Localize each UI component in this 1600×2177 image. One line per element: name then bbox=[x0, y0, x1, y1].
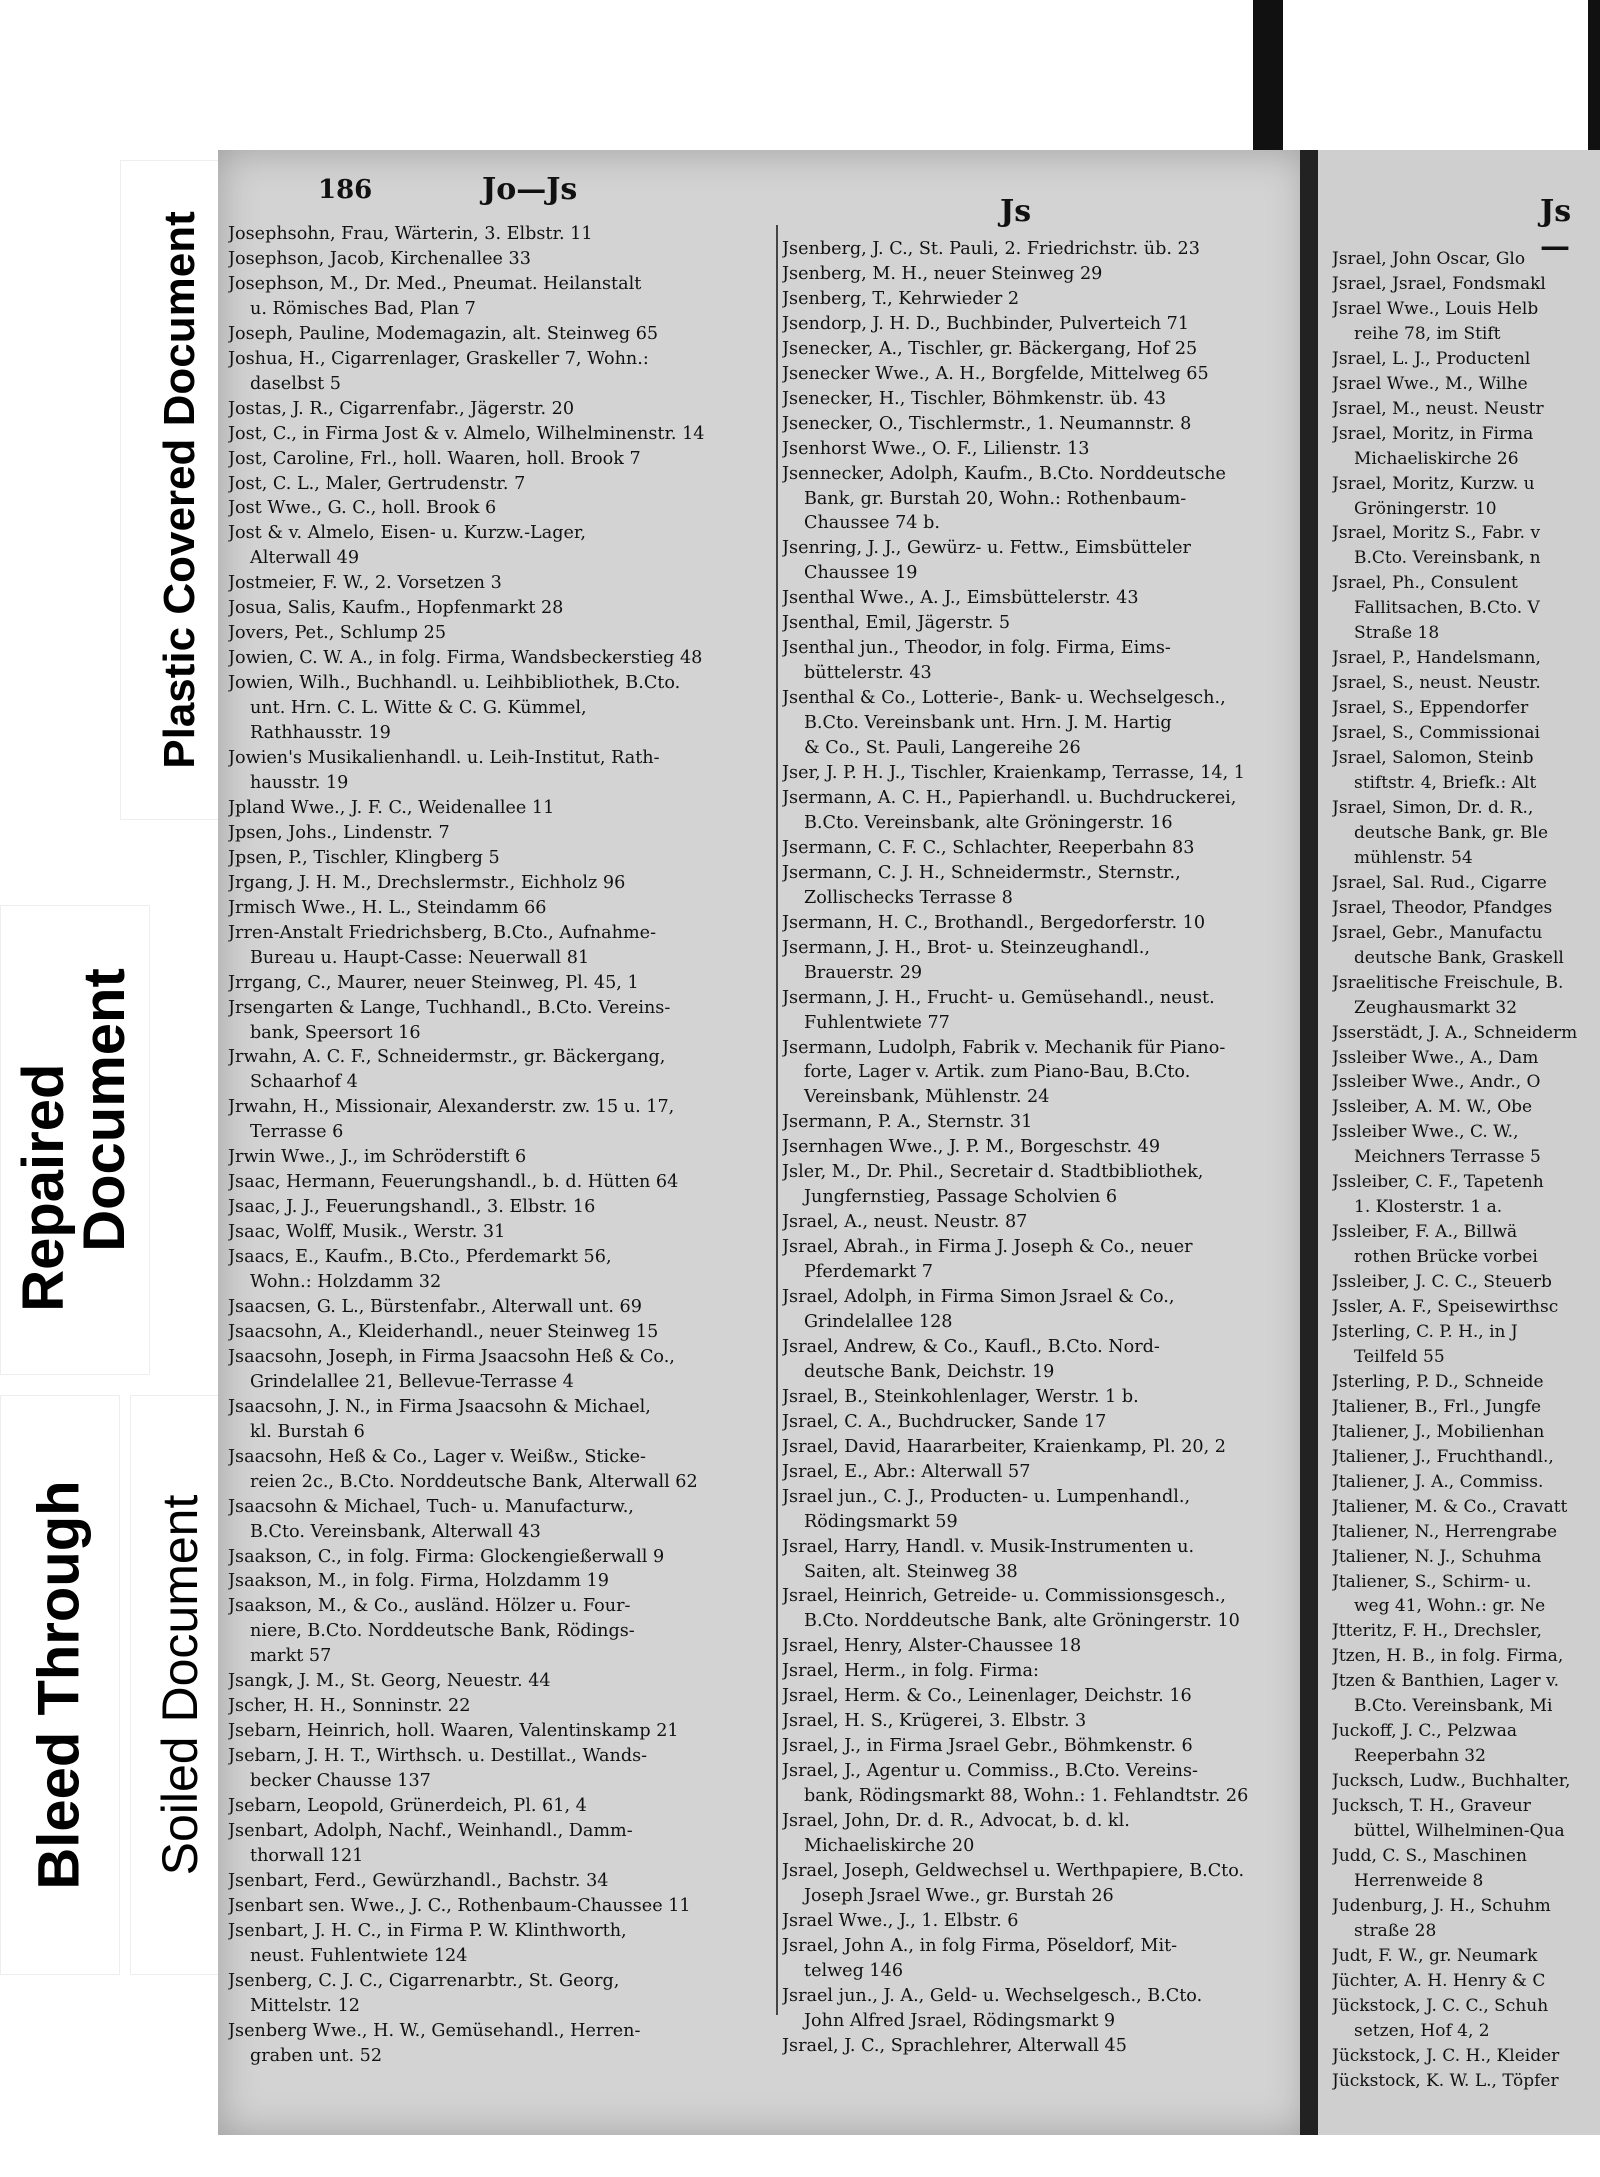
directory-line: Jrrgang, C., Maurer, neuer Steinweg, Pl. 45, 1 bbox=[228, 972, 639, 993]
column-divider-left bbox=[776, 225, 778, 2015]
directory-line: Jsaacsohn & Michael, Tuch- u. Manufacturw., bbox=[228, 1496, 634, 1517]
directory-line: u. Römisches Bad, Plan 7 bbox=[250, 298, 476, 319]
directory-line: Jsterling, C. P. H., in J bbox=[1332, 1321, 1518, 1342]
directory-line: deutsche Bank, gr. Ble bbox=[1354, 822, 1549, 843]
directory-line: Jsenbart, Adolph, Nachf., Weinhandl., Damm- bbox=[228, 1821, 633, 1841]
directory-line: & Co., St. Pauli, Langereihe 26 bbox=[804, 738, 1081, 759]
directory-line: Jsrael, Herm. & Co., Leinenlager, Deichstr. 16 bbox=[782, 1686, 1192, 1707]
directory-line: weg 41, Wohn.: gr. Ne bbox=[1354, 1596, 1546, 1617]
directory-line: Jsermann, C. F. C., Schlachter, Reeperbahn 83 bbox=[782, 837, 1195, 858]
directory-line: mühlenstr. 54 bbox=[1354, 847, 1473, 868]
directory-line: Jsaac, J. J., Feuerungshandl., 3. Elbstr. 16 bbox=[228, 1197, 596, 1218]
directory-line: Jsenecker Wwe., A. H., Borgfelde, Mittelweg 65 bbox=[782, 363, 1209, 384]
directory-line: Jsenberg, J. C., St. Pauli, 2. Friedrichstr. üb. 23 bbox=[782, 239, 1200, 259]
directory-line: Gröningerstr. 10 bbox=[1354, 498, 1497, 519]
directory-line: Meichners Terrasse 5 bbox=[1354, 1147, 1541, 1168]
directory-line: Jsler, M., Dr. Phil., Secretair d. Stadtbibliothek, bbox=[782, 1162, 1204, 1183]
directory-line: reien 2c., B.Cto. Norddeutsche Bank, Alterwall 62 bbox=[250, 1471, 698, 1492]
directory-line: Jrren-Anstalt Friedrichsberg, B.Cto., Aufnahme- bbox=[228, 922, 657, 943]
directory-line: Jsrael, Salomon, Steinb bbox=[1332, 748, 1534, 769]
directory-line: Jsermann, H. C., Brothandl., Bergedorferstr. 10 bbox=[782, 912, 1206, 933]
directory-line: Jsaakson, M., in folg. Firma, Holzdamm 19 bbox=[228, 1571, 609, 1592]
directory-line: büttelerstr. 43 bbox=[804, 663, 932, 684]
directory-line: Jsaacs, E., Kaufm., B.Cto., Pferdemarkt 56, bbox=[228, 1247, 612, 1268]
directory-line: Grindelallee 21, Bellevue-Terrasse 4 bbox=[250, 1371, 574, 1392]
directory-line: Jsrael, Theodor, Pfandges bbox=[1332, 897, 1553, 918]
directory-line: Jsrael, J., in Firma Jsrael Gebr., Böhmkenstr. 6 bbox=[782, 1736, 1193, 1757]
directory-line: Jssleiber, C. F., Tapetenh bbox=[1332, 1172, 1544, 1193]
directory-line: Pferdemarkt 7 bbox=[804, 1262, 933, 1283]
directory-line: neust. Fuhlentwiete 124 bbox=[250, 1945, 468, 1966]
directory-line: Jssler, A. F., Speisewirthsc bbox=[1332, 1297, 1559, 1318]
directory-line: Josua, Salis, Kaufm., Hopfenmarkt 28 bbox=[228, 598, 564, 619]
directory-line: Jsebarn, J. H. T., Wirthsch. u. Destillat., Wands- bbox=[228, 1746, 648, 1767]
directory-line: Jssleiber Wwe., C. W., bbox=[1332, 1122, 1519, 1143]
directory-line: Michaeliskirche 20 bbox=[804, 1836, 975, 1856]
directory-line: Jsrael, S., Commissionai bbox=[1332, 723, 1540, 744]
directory-line: Wohn.: Holzdamm 32 bbox=[250, 1272, 442, 1293]
directory-line: Jsrael, Joseph, Geldwechsel u. Werthpapiere, B.Cto. bbox=[782, 1860, 1245, 1881]
directory-line: Jsaac, Wolff, Musik., Werstr. 31 bbox=[228, 1222, 506, 1243]
directory-line: Zeughausmarkt 32 bbox=[1354, 997, 1518, 1018]
directory-line: Jungfernstieg, Passage Scholvien 6 bbox=[804, 1187, 1118, 1208]
directory-line: Saiten, alt. Steinweg 38 bbox=[804, 1561, 1018, 1582]
directory-line: Jsaakson, M., & Co., ausländ. Hölzer u. Four- bbox=[228, 1596, 631, 1617]
directory-line: Jtzen & Banthien, Lager v. bbox=[1332, 1671, 1560, 1692]
directory-line: Jsrael, J., Agentur u. Commiss., B.Cto. Vereins- bbox=[782, 1761, 1198, 1782]
directory-line: Bureau u. Haupt-Casse: Neuerwall 81 bbox=[250, 947, 590, 968]
directory-line: Jowien's Musikalienhandl. u. Leih-Institut, Rath- bbox=[228, 748, 660, 769]
directory-line: Herrenweide 8 bbox=[1354, 1870, 1484, 1891]
directory-line: deutsche Bank, Deichstr. 19 bbox=[804, 1361, 1055, 1382]
directory-line: Jsenthal, Emil, Jägerstr. 5 bbox=[782, 613, 1011, 634]
directory-line: B.Cto. Vereinsbank, alte Gröningerstr. 16 bbox=[804, 812, 1173, 833]
directory-line: Jsaacsohn, J. N., in Firma Jsaacsohn & Michael, bbox=[228, 1396, 651, 1417]
running-head: Jo—Js bbox=[482, 172, 578, 207]
directory-line: Jtaliener, J., Mobilienhan bbox=[1332, 1421, 1545, 1442]
directory-line: deutsche Bank, Graskell bbox=[1354, 947, 1564, 968]
directory-line: Joseph, Pauline, Modemagazin, alt. Steinweg 65 bbox=[228, 323, 659, 344]
directory-line: Schaarhof 4 bbox=[250, 1072, 358, 1093]
directory-line: Jsrael, Henry, Alster-Chaussee 18 bbox=[782, 1636, 1082, 1657]
directory-line: Jsenthal & Co., Lotterie-, Bank- u. Wechselgesch., bbox=[782, 688, 1226, 709]
directory-line: graben unt. 52 bbox=[250, 2045, 383, 2066]
bleed-through-text: Bleed Through bbox=[26, 1480, 92, 1890]
directory-line: Jsaac, Hermann, Feuerungshandl., b. d. Hütten 64 bbox=[228, 1172, 679, 1193]
directory-line: Jsrael, E., Abr.: Alterwall 57 bbox=[782, 1461, 1031, 1482]
directory-line: Jsrael Wwe., J., 1. Elbstr. 6 bbox=[782, 1910, 1019, 1931]
directory-line: Jsenbart, J. H. C., in Firma P. W. Klinthworth, bbox=[228, 1920, 627, 1941]
directory-line: Rödingsmarkt 59 bbox=[804, 1511, 958, 1532]
directory-line: Jsrael, H. S., Krügerei, 3. Elbstr. 3 bbox=[782, 1711, 1087, 1732]
directory-line: Vereinsbank, Mühlenstr. 24 bbox=[804, 1087, 1050, 1108]
directory-line: Chaussee 74 b. bbox=[804, 513, 940, 534]
directory-line: Jsermann, J. H., Frucht- u. Gemüsehandl., neust. bbox=[782, 987, 1215, 1008]
directory-line: Jsermann, Ludolph, Fabrik v. Mechanik für Piano- bbox=[782, 1037, 1226, 1058]
directory-line: Judt, F. W., gr. Neumark bbox=[1332, 1945, 1538, 1966]
directory-line: Jpland Wwe., J. F. C., Weidenallee 11 bbox=[228, 797, 555, 818]
directory-line: Jssleiber, F. A., Billwä bbox=[1332, 1222, 1518, 1243]
directory-line: Jscher, H. H., Sonninstr. 22 bbox=[228, 1696, 471, 1717]
directory-line: Jsaacsohn, A., Kleiderhandl., neuer Steinweg 15 bbox=[228, 1321, 659, 1342]
directory-line: Jsrael, L. J., Productenl bbox=[1332, 348, 1531, 369]
directory-line: Jsrael, Moritz, in Firma bbox=[1332, 423, 1534, 444]
scan-edge-bar-right bbox=[1588, 0, 1600, 150]
directory-line: bank, Speersort 16 bbox=[250, 1022, 421, 1043]
scan-edge-bar-top bbox=[1253, 0, 1283, 150]
directory-line: Jsermann, P. A., Sternstr. 31 bbox=[782, 1112, 1033, 1133]
directory-line: Jückstock, J. C. H., Kleider bbox=[1332, 2045, 1560, 2066]
directory-line: Joseph Jsrael Wwe., gr. Burstah 26 bbox=[804, 1885, 1114, 1906]
directory-line: straße 28 bbox=[1354, 1920, 1437, 1941]
directory-line: Jsrael, Moritz, Kurzw. u bbox=[1332, 473, 1535, 494]
directory-line: Jsrael, B., Steinkohlenlager, Werstr. 1 b. bbox=[782, 1386, 1139, 1407]
directory-line: Jsrael Wwe., Louis Helb bbox=[1332, 298, 1539, 319]
directory-line: Jsangk, J. M., St. Georg, Neuestr. 44 bbox=[228, 1671, 551, 1692]
directory-line: Jtaliener, N. J., Schuhma bbox=[1332, 1546, 1542, 1567]
directory-line: Jrmisch Wwe., H. L., Steindamm 66 bbox=[228, 897, 547, 918]
directory-line: Jssleiber, J. C. C., Steuerb bbox=[1332, 1272, 1552, 1293]
repaired-document-text bbox=[11, 968, 137, 1312]
directory-line: Jrwin Wwe., J., im Schröderstift 6 bbox=[228, 1147, 527, 1168]
directory-line: Jostmeier, F. W., 2. Vorsetzen 3 bbox=[228, 573, 502, 594]
directory-line: Jsrael, John, Dr. d. R., Advocat, b. d. kl. bbox=[782, 1811, 1130, 1832]
directory-line: Jsrael, Heinrich, Getreide- u. Commissionsgesch., bbox=[782, 1586, 1226, 1607]
directory-line: Jsenberg, M. H., neuer Steinweg 29 bbox=[782, 263, 1103, 284]
directory-line: Teilfeld 55 bbox=[1354, 1346, 1445, 1367]
directory-line: Reeperbahn 32 bbox=[1354, 1746, 1486, 1767]
directory-line: Jsrael, Andrew, & Co., Kaufl., B.Cto. Nord- bbox=[782, 1336, 1160, 1357]
directory-line: Jsenthal Wwe., A. J., Eimsbüttelerstr. 43 bbox=[782, 588, 1139, 609]
directory-line: Jsrael, M., neust. Neustr bbox=[1332, 398, 1544, 419]
directory-line: Jrgang, J. H. M., Drechslermstr., Eichholz 96 bbox=[228, 872, 626, 893]
directory-line: B.Cto. Norddeutsche Bank, alte Gröningerstr. 10 bbox=[804, 1611, 1240, 1632]
directory-line: Jsenecker, A., Tischler, gr. Bäckergang, Hof 25 bbox=[782, 338, 1198, 359]
directory-line: Chaussee 19 bbox=[804, 563, 918, 584]
directory-line: Jsrael, Jsrael, Fondsmakl bbox=[1332, 273, 1546, 294]
directory-line: Jpsen, P., Tischler, Klingberg 5 bbox=[228, 847, 500, 868]
directory-line: Jost & v. Almelo, Eisen- u. Kurzw.-Lager, bbox=[228, 523, 586, 544]
directory-line: stiftstr. 4, Briefk.: Alt bbox=[1354, 773, 1537, 794]
directory-line: John Alfred Jsrael, Rödingsmarkt 9 bbox=[804, 2010, 1116, 2031]
directory-line: Jsennecker, Adolph, Kaufm., B.Cto. Norddeutsche bbox=[782, 463, 1226, 484]
directory-line: unt. Hrn. C. L. Witte & C. G. Kümmel, bbox=[250, 698, 587, 719]
directory-line: Bank, gr. Burstah 20, Wohn.: Rothenbaum- bbox=[804, 488, 1187, 509]
directory-line: Alterwall 49 bbox=[250, 548, 360, 569]
directory-line: Jtteritz, F. H., Drechsler, bbox=[1332, 1621, 1542, 1642]
directory-line: Jost, C. L., Maler, Gertrudenstr. 7 bbox=[228, 473, 526, 494]
directory-line: Jsrael, David, Haararbeiter, Kraienkamp, Pl. 20, 2 bbox=[782, 1436, 1227, 1457]
repaired-line-2: Document bbox=[72, 968, 137, 1252]
directory-line: Straße 18 bbox=[1354, 623, 1440, 644]
directory-line: Jrwahn, A. C. F., Schneidermstr., gr. Bäckergang, bbox=[228, 1047, 666, 1068]
directory-line: Terrasse 6 bbox=[250, 1122, 344, 1143]
directory-line: Jpsen, Johs., Lindenstr. 7 bbox=[228, 822, 450, 843]
directory-line: Jsrael, John Oscar, Glo bbox=[1332, 249, 1526, 269]
directory-line: Jsrael jun., J. A., Geld- u. Wechselgesch., B.Cto. bbox=[782, 1985, 1203, 2006]
directory-line: Jsenthal jun., Theodor, in folg. Firma, Eims- bbox=[782, 638, 1171, 659]
directory-line: Jsermann, C. J. H., Schneidermstr., Sternstr., bbox=[782, 862, 1181, 883]
directory-line: Jsermann, J. H., Brot- u. Steinzeughandl., bbox=[782, 937, 1150, 958]
directory-line: Jsrael, John A., in folg Firma, Pöseldorf, Mit- bbox=[782, 1935, 1178, 1956]
directory-line: markt 57 bbox=[250, 1646, 332, 1667]
directory-line: Jsenberg, T., Kehrwieder 2 bbox=[782, 288, 1020, 309]
page-gutter bbox=[1300, 150, 1318, 2135]
repaired-line-1: Repaired bbox=[11, 1063, 77, 1312]
directory-line: Jüchter, A. H. Henry & C bbox=[1332, 1970, 1546, 1991]
directory-line: kl. Burstah 6 bbox=[250, 1421, 365, 1442]
directory-line: Jssleiber Wwe., Andr., O bbox=[1332, 1072, 1541, 1093]
directory-line: daselbst 5 bbox=[250, 373, 341, 394]
directory-line: Jovers, Pet., Schlump 25 bbox=[228, 623, 447, 644]
directory-line: Jsrael, Moritz S., Fabr. v bbox=[1332, 523, 1541, 544]
directory-line: Jsermann, A. C. H., Papierhandl. u. Buchdruckerei, bbox=[782, 787, 1237, 808]
directory-line: Jsrael, P., Handelsmann, bbox=[1332, 648, 1541, 669]
directory-line: Jsrael, S., Eppendorfer bbox=[1332, 698, 1529, 719]
directory-line: Jtaliener, J. A., Commiss. bbox=[1332, 1471, 1544, 1492]
directory-line: Jsrael Wwe., M., Wilhe bbox=[1332, 373, 1528, 394]
directory-line: Jrwahn, H., Missionair, Alexanderstr. zw. 15 u. 17, bbox=[228, 1097, 675, 1118]
directory-line: Jsaakson, C., in folg. Firma: Glockengießerwall 9 bbox=[228, 1546, 665, 1567]
directory-line: Jsenberg Wwe., H. W., Gemüsehandl., Herren- bbox=[228, 2020, 641, 2041]
directory-line: Judd, C. S., Maschinen bbox=[1332, 1846, 1527, 1866]
directory-line: Jostas, J. R., Cigarrenfabr., Jägerstr. 20 bbox=[228, 398, 575, 419]
directory-line: Jsenecker, H., Tischler, Böhmkenstr. üb. 43 bbox=[782, 388, 1167, 409]
directory-line: Jucksch, T. H., Graveur bbox=[1332, 1796, 1531, 1817]
bleed-through-label bbox=[0, 1395, 120, 1975]
directory-line: B.Cto. Vereinsbank unt. Hrn. J. M. Hartig bbox=[804, 713, 1172, 734]
directory-line: Jssleiber, A. M. W., Obe bbox=[1332, 1097, 1533, 1118]
directory-line: Jucksch, Ludw., Buchhalter, bbox=[1332, 1771, 1571, 1792]
directory-line: Jsenbart, Ferd., Gewürzhandl., Bachstr. 34 bbox=[228, 1870, 609, 1891]
directory-line: Jsrael, Simon, Dr. d. R., bbox=[1332, 797, 1534, 818]
directory-line: Jsrael, Ph., Consulent bbox=[1332, 573, 1518, 594]
directory-line: Jsterling, P. D., Schneide bbox=[1332, 1371, 1544, 1392]
directory-line: Jsenberg, C. J. C., Cigarrenarbtr., St. Georg, bbox=[228, 1970, 620, 1991]
directory-line: Fuhlentwiete 77 bbox=[804, 1012, 950, 1033]
directory-line: Jsrael, Herm., in folg. Firma: bbox=[782, 1661, 1039, 1682]
directory-line: becker Chausse 137 bbox=[250, 1771, 431, 1792]
directory-column-3 bbox=[1332, 247, 1600, 2094]
page-number: 186 bbox=[318, 175, 373, 205]
directory-line: Jsraelitische Freischule, B. bbox=[1332, 972, 1564, 993]
directory-line: 1. Klosterstr. 1 a. bbox=[1354, 1197, 1503, 1218]
directory-line: hausstr. 19 bbox=[250, 772, 349, 793]
directory-column-2 bbox=[782, 237, 1292, 2059]
directory-line: Jtaliener, B., Frl., Jungfe bbox=[1332, 1396, 1542, 1417]
directory-line: bank, Rödingsmarkt 88, Wohn.: 1. Fehlandtstr. 26 bbox=[804, 1786, 1249, 1807]
directory-line: Jsrael, A., neust. Neustr. 87 bbox=[782, 1212, 1028, 1233]
directory-line: büttel, Wilhelminen-Qua bbox=[1354, 1821, 1565, 1842]
directory-line: Jsaacsohn, Joseph, in Firma Jsaacsohn Heß & Co., bbox=[228, 1346, 675, 1367]
directory-line: Joshua, H., Cigarrenlager, Graskeller 7, Wohn.: bbox=[228, 348, 649, 369]
directory-line: forte, Lager v. Artik. zum Piano-Bau, B.Cto. bbox=[804, 1062, 1191, 1083]
directory-line: Zollischecks Terrasse 8 bbox=[804, 887, 1013, 908]
directory-line: Jtzen, H. B., in folg. Firma, bbox=[1332, 1646, 1564, 1667]
directory-line: Jsrael, Gebr., Manufactu bbox=[1332, 922, 1543, 943]
directory-line: niere, B.Cto. Norddeutsche Bank, Rödings- bbox=[250, 1621, 635, 1642]
directory-line: Jsenbart sen. Wwe., J. C., Rothenbaum-Chaussee 11 bbox=[228, 1895, 691, 1916]
directory-line: Jsendorp, J. H. D., Buchbinder, Pulverteich 71 bbox=[782, 313, 1190, 334]
directory-line: setzen, Hof 4, 2 bbox=[1354, 2020, 1490, 2041]
directory-line: Jowien, Wilh., Buchhandl. u. Leihbibliothek, B.Cto. bbox=[228, 673, 681, 694]
directory-line: Jost, Caroline, Frl., holl. Waaren, holl. Brook 7 bbox=[228, 448, 641, 469]
directory-line: Jsenhorst Wwe., O. F., Lilienstr. 13 bbox=[782, 438, 1090, 459]
directory-line: telweg 146 bbox=[804, 1960, 904, 1981]
directory-line: Josephsohn, Frau, Wärterin, 3. Elbstr. 11 bbox=[228, 224, 593, 244]
directory-line: B.Cto. Vereinsbank, n bbox=[1354, 548, 1541, 569]
directory-line: Jückstock, J. C. C., Schuh bbox=[1332, 1995, 1549, 2016]
directory-line: Jsrael, Sal. Rud., Cigarre bbox=[1332, 872, 1547, 893]
directory-line: B.Cto. Vereinsbank, Mi bbox=[1354, 1696, 1553, 1717]
repaired-document-label bbox=[0, 905, 150, 1375]
directory-line: Mittelstr. 12 bbox=[250, 1995, 360, 2016]
directory-line: reihe 78, im Stift bbox=[1354, 323, 1501, 344]
directory-line: Jost Wwe., G. C., holl. Brook 6 bbox=[228, 498, 497, 519]
directory-line: Rathhausstr. 19 bbox=[250, 723, 391, 744]
soiled-document-text: Soiled Document bbox=[151, 1494, 208, 1876]
directory-line: Jsrael, J. C., Sprachlehrer, Alterwall 45 bbox=[782, 2035, 1127, 2056]
directory-line: B.Cto. Vereinsbank, Alterwall 43 bbox=[250, 1521, 541, 1542]
directory-line: Josephson, M., Dr. Med., Pneumat. Heilanstalt bbox=[228, 273, 642, 294]
directory-line: Jsrael, Adolph, in Firma Simon Jsrael & Co., bbox=[782, 1287, 1175, 1308]
directory-line: Jsrael, C. A., Buchdrucker, Sande 17 bbox=[782, 1411, 1107, 1432]
directory-line: Jsrael, S., neust. Neustr. bbox=[1332, 673, 1541, 694]
directory-line: Jtaliener, M. & Co., Cravatt bbox=[1332, 1496, 1568, 1517]
soiled-document-label bbox=[130, 1395, 230, 1975]
directory-line: Jsebarn, Leopold, Grünerdeich, Pl. 61, 4 bbox=[228, 1796, 587, 1817]
directory-line: Brauerstr. 29 bbox=[804, 962, 923, 983]
directory-line: Jrsengarten & Lange, Tuchhandl., B.Cto. Vereins- bbox=[228, 997, 671, 1018]
directory-line: Jsrael jun., C. J., Producten- u. Lumpenhandl., bbox=[782, 1486, 1191, 1507]
column-head: Js bbox=[1000, 194, 1032, 229]
directory-line: Jsaacsen, G. L., Bürstenfabr., Alterwall unt. 69 bbox=[228, 1296, 642, 1317]
directory-line: Jsenecker, O., Tischlermstr., 1. Neumannstr. 8 bbox=[782, 413, 1192, 434]
directory-line: Jückstock, K. W. L., Töpfer bbox=[1332, 2070, 1559, 2091]
directory-line: Jsebarn, Heinrich, holl. Waaren, Valentinskamp 21 bbox=[228, 1721, 679, 1742]
directory-line: Grindelallee 128 bbox=[804, 1311, 953, 1332]
directory-line: rothen Brücke vorbei bbox=[1354, 1247, 1538, 1268]
directory-line: Fallitsachen, B.Cto. V bbox=[1354, 598, 1540, 619]
directory-line: Jowien, C. W. A., in folg. Firma, Wandsbeckerstieg 48 bbox=[228, 648, 703, 669]
directory-line: Jtaliener, S., Schirm- u. bbox=[1332, 1571, 1532, 1592]
directory-line: Jsernhagen Wwe., J. P. M., Borgeschstr. 49 bbox=[782, 1137, 1161, 1158]
directory-line: Jtaliener, N., Herrengrabe bbox=[1332, 1521, 1558, 1542]
plastic-covered-text: Plastic Covered Document bbox=[154, 211, 204, 769]
directory-line: Jsenring, J. J., Gewürz- u. Fettw., Eimsbütteler bbox=[782, 538, 1191, 559]
directory-line: Michaeliskirche 26 bbox=[1354, 448, 1519, 469]
directory-column-1 bbox=[228, 222, 770, 2069]
directory-line: Judenburg, J. H., Schuhm bbox=[1332, 1895, 1551, 1916]
directory-line: Josephson, Jacob, Kirchenallee 33 bbox=[228, 248, 531, 269]
directory-line: Jsaacsohn, Heß & Co., Lager v. Weißw., Sticke- bbox=[228, 1446, 646, 1467]
directory-line: Jsserstädt, J. A., Schneiderm bbox=[1332, 1022, 1578, 1043]
directory-line: Jsrael, Harry, Handl. v. Musik-Instrumenten u. bbox=[782, 1536, 1195, 1557]
directory-line: Jtaliener, J., Fruchthandl., bbox=[1332, 1446, 1554, 1467]
directory-line: Jssleiber Wwe., A., Dam bbox=[1332, 1047, 1539, 1068]
directory-line: Jser, J. P. H. J., Tischler, Kraienkamp, Terrasse, 14, 1 bbox=[782, 763, 1245, 784]
directory-line: Jost, C., in Firma Jost & v. Almelo, Wilhelminenstr. 14 bbox=[228, 423, 705, 444]
directory-line: thorwall 121 bbox=[250, 1845, 364, 1866]
directory-line: Jsrael, Abrah., in Firma J. Joseph & Co., neuer bbox=[782, 1237, 1193, 1258]
right-page-head: Js— bbox=[1540, 194, 1572, 264]
directory-line: Juckoff, J. C., Pelzwaa bbox=[1332, 1721, 1517, 1742]
